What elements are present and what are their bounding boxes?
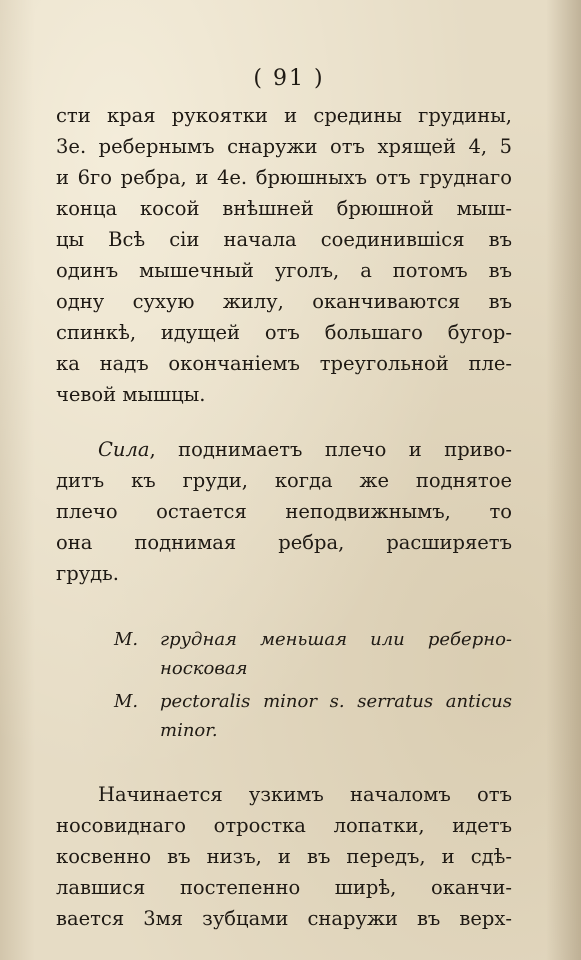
muscle-abbr: M. <box>114 691 139 712</box>
text-line: вается 3мя зубцами снаружи въ верх- <box>56 907 512 930</box>
page-number: ( 91 ) <box>253 66 325 91</box>
muscle-heading-latin <box>114 687 512 745</box>
paragraph-description <box>56 779 512 934</box>
text-line: ка надъ окончанiемъ треугольной пле- <box>56 352 512 375</box>
text-line: чевой мышцы. <box>56 383 206 406</box>
text-line: конца косой внѣшней брюшной мыш- <box>56 197 512 220</box>
text-line: лавшися постепенно ширѣ, оканчи- <box>56 876 512 899</box>
text-line: и 6го ребра, и 4е. брюшныхъ отъ груднаго <box>56 166 512 189</box>
muscle-name <box>160 625 512 683</box>
text-line: pectoralis minor s. serratus anticus <box>160 691 512 712</box>
text-line: 3е. ребернымъ снаружи отъ хрящей 4, 5 <box>56 135 512 158</box>
text-line: плечо остается неподвижнымъ, то <box>56 500 512 523</box>
paragraph-origin <box>56 100 512 410</box>
text-line <box>56 434 512 465</box>
text-line: Начинается узкимъ началомъ отъ <box>98 783 512 806</box>
function-label: Сила <box>98 438 150 461</box>
muscle-abbr: М. <box>114 629 139 650</box>
text-line: носковая <box>160 658 248 679</box>
page-text-block <box>56 62 512 934</box>
muscle-name <box>160 687 512 745</box>
text-line: грудная меньшая или реберно- <box>160 629 512 650</box>
text-line: сти края рукоятки и средины грудины, <box>56 104 512 127</box>
text-line: грудь. <box>56 562 119 585</box>
text-fragment: , поднимаетъ плечо и приво- <box>149 438 512 461</box>
text-line: носовиднаго отростка лопатки, идетъ <box>56 814 512 837</box>
text-line: цы Всѣ сiи начала соединившiся въ <box>56 228 512 251</box>
text-line: дитъ къ груди, когда же поднятое <box>56 469 512 492</box>
paragraph-function <box>56 434 512 589</box>
text-line: она поднимая ребра, расширяетъ <box>56 531 512 554</box>
text-line: косвенно въ низъ, и въ передъ, и сдѣ- <box>56 845 512 868</box>
text-line: minor. <box>160 720 218 741</box>
muscle-heading-russian <box>114 625 512 683</box>
text-line: одну сухую жилу, оканчиваются въ <box>56 290 512 313</box>
text-line: спинкѣ, идущей отъ большаго бугор- <box>56 321 512 344</box>
text-line: одинъ мышечный уголъ, а потомъ въ <box>56 259 512 282</box>
